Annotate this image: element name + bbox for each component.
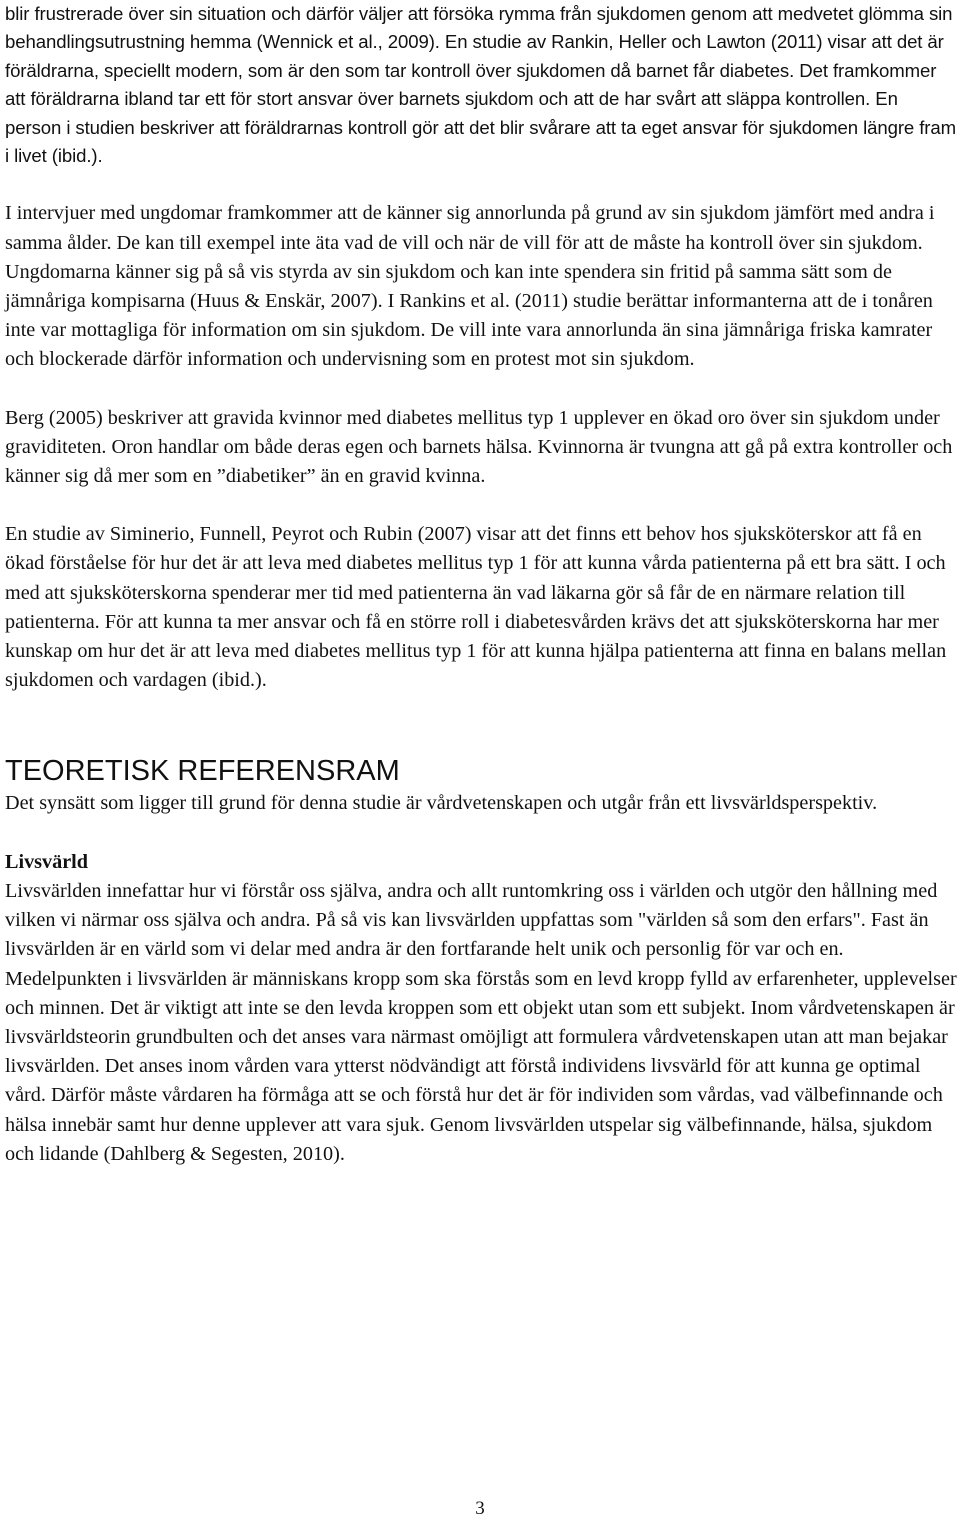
- paragraph-spacer: [5, 170, 957, 199]
- paragraph-family-control: blir frustrerade över sin situation och därför väljer att försöka rymma från sjukdomen genom att medvetet glömma sin behandlingsutrustning hemma (Wennick et al., 2009). En studie av Rankin, Heller och Lawton (2011) visar att det är föräldrarna, speciellt modern, som är den som tar kontroll över sjukdomen då barnet får diabetes. Det framkommer att föräldrarna ibland tar ett för stort ansvar över barnets sjukdom och att de har svårt att släppa kontrollen. En person i studien beskriver att föräldrarnas kontroll gör att det blir svårare att ta eget ansvar för sjukdomen längre fram i livet (ibid.).: [5, 3, 957, 167]
- paragraph-pregnancy: Berg (2005) beskriver att gravida kvinnor med diabetes mellitus typ 1 upplever en ökad oro över sin sjukdom under graviditeten. Oron handlar om både deras egen och barnets hälsa. Kvinnorna är tvungna att gå på extra kontroller och känner sig då mer som en ”diabetiker” än en gravid kvinna.: [5, 406, 953, 488]
- paragraph-nurses: En studie av Siminerio, Funnell, Peyrot och Rubin (2007) visar att det finns ett behov hos sjuksköterskor att få en ökad förståelse för hur det är att leva med diabetes mellitus typ 1 för att kunna vårda patienterna på ett bra sätt. I och med att sjuksköterskorna spenderar mer tid med patienterna än vad läkarna gör så får de en närmare relation till patienterna. För att kunna ta mer ansvar och få en större roll i diabetesvården krävs det att sjuksköterskorna har mer kunskap om hur det är att leva med diabetes mellitus typ 1 för att kunna hjälpa patienterna att finna en balans mellan sjukdomen och vardagen (ibid.).: [5, 523, 947, 692]
- paragraph-spacer: [5, 819, 957, 848]
- page-number: 3: [475, 1498, 485, 1519]
- section-spacer: [5, 695, 957, 753]
- paragraph-adolescents: I intervjuer med ungdomar framkommer att de känner sig annorlunda på grund av sin sjukdom jämfört med andra i samma ålder. De kan till exempel inte äta vad de vill och när de vill för att de måste ha kontroll över sin sjukdom. Ungdomarna känner sig på så vis styrda av sin sjukdom och kan inte spendera sin fritid på samma sätt som de jämnåriga kompisarna (Huus & Enskär, 2007). I Rankins et al. (2011) studie berättar informanterna att de i tonåren inte var mottagliga för information om sin sjukdom. De vill inte vara annorlunda än sina jämnåriga friska kamrater och blockerade därför information och undervisning som en protest mot sin sjukdom.: [5, 202, 935, 371]
- document-page: [5, 0, 957, 1169]
- paragraph-spacer: [5, 491, 957, 520]
- section-heading: TEORETISK REFERENSRAM: [5, 755, 400, 788]
- paragraph-spacer: [5, 375, 957, 404]
- subsection-heading: Livsvärld: [5, 850, 89, 873]
- subsection-text: Livsvärlden innefattar hur vi förstår oss själva, andra och allt runtomkring oss i världen och utgör den hållning med vilken vi närmar oss själva och andra. På så vis kan livsvärlden uppfattas som "världen så som den erfars". Fast än livsvärlden är en värld som vi delar med andra är den fortfarande helt unik och personlig för var och en. Medelpunkten i livsvärlden är människans kropp som ska förstås som en levd kropp fylld av erfarenheter, upplevelser och minnen. Det är viktigt att inte se den levda kroppen som ett objekt utan som ett subjekt. Inom vårdvetenskapen är livsvärldsteorin grundbulten och det anses vara närmast omöjligt att formulera vårdvetenskapen utan att man bejakar livsvärlden. Det anses inom vården vara ytterst nödvändigt att förstå individens livsvärld för att kunna ge optimal vård. Därför måste vårdaren ha förmåga att se och förstå hur det är för individen som vårdas, vad välbefinnande och hälsa innebär samt hur denne upplever att vara sjuk. Genom livsvärlden utspelar sig välbefinnande, hälsa, sjukdom och lidande (Dahlberg & Segesten, 2010).: [5, 879, 957, 1165]
- section-intro: Det synsätt som ligger till grund för denna studie är vårdvetenskapen och utgår från ett livsvärldsperspektiv.: [5, 792, 878, 815]
